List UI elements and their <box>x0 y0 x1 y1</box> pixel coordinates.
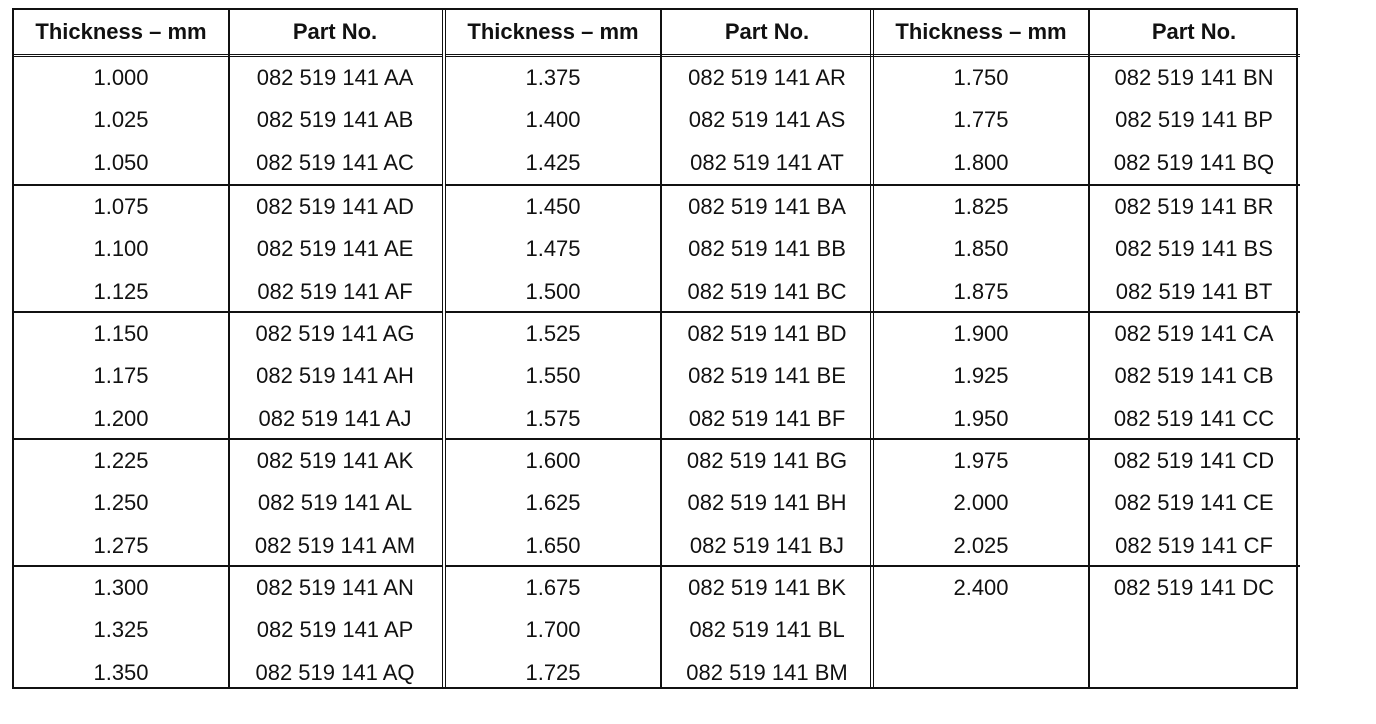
thickness-cell: 1.825 <box>953 194 1009 219</box>
table-row <box>446 313 874 355</box>
thickness-cell: 1.625 <box>525 490 581 516</box>
thickness-cell: 1.975 <box>953 448 1009 473</box>
table-row <box>874 271 1300 313</box>
table-row <box>874 440 1300 482</box>
part-number-cell: 082 519 141 BG <box>686 448 848 473</box>
part-number-cell: 082 519 141 BJ <box>689 532 845 558</box>
table-row <box>446 142 874 184</box>
thickness-cell: 1.125 <box>93 278 149 304</box>
row-group <box>446 57 874 184</box>
table-row <box>14 313 442 355</box>
part-number-cell: 082 519 141 AM <box>254 532 416 558</box>
header-part-number: Part No. <box>1151 19 1237 44</box>
part-number-cell: 082 519 141 BD <box>687 321 847 346</box>
row-group <box>14 311 442 440</box>
table-row <box>446 567 874 609</box>
thickness-cell: 1.850 <box>953 236 1009 262</box>
thickness-cell: 1.150 <box>93 321 149 346</box>
thickness-cell: 1.900 <box>953 321 1009 346</box>
thickness-cell: 1.325 <box>93 617 149 643</box>
row-group <box>874 311 1300 440</box>
thickness-cell: 1.775 <box>953 107 1009 133</box>
thickness-cell: 1.675 <box>525 575 581 600</box>
row-group <box>874 565 1300 694</box>
part-number-cell: 082 519 141 BC <box>687 278 847 304</box>
part-number-cell: 082 519 141 AF <box>257 278 413 304</box>
table-row <box>14 609 442 651</box>
part-number-cell: 082 519 141 CC <box>1113 405 1275 431</box>
part-number-cell: 082 519 141 BB <box>688 236 846 262</box>
row-group <box>874 184 1300 313</box>
thickness-cell: 1.275 <box>93 532 149 558</box>
part-number-cell: 082 519 141 AC <box>256 149 414 175</box>
thickness-cell: 1.575 <box>525 405 581 431</box>
table-row <box>446 482 874 524</box>
table-row <box>14 482 442 524</box>
thickness-cell: 1.450 <box>525 194 581 219</box>
row-group <box>14 565 442 694</box>
thickness-cell: 1.600 <box>525 448 581 473</box>
thickness-cell: 1.250 <box>93 490 149 516</box>
table-row <box>14 142 442 184</box>
thickness-cell: 1.000 <box>93 65 149 90</box>
table-row <box>14 186 442 228</box>
table-row <box>14 525 442 567</box>
part-number-cell: 082 519 141 CF <box>1115 532 1273 558</box>
table-row <box>446 398 874 440</box>
thickness-cell: 1.800 <box>953 149 1009 175</box>
table-row <box>14 355 442 397</box>
table-row <box>874 355 1300 397</box>
part-number-cell: 082 519 141 DC <box>1113 575 1275 600</box>
part-number-cell: 082 519 141 AP <box>256 617 414 643</box>
shim-thickness-table <box>12 8 1298 689</box>
part-number-cell: 082 519 141 AG <box>255 321 415 346</box>
table-row <box>446 609 874 651</box>
part-number-cell: 082 519 141 BH <box>687 490 847 516</box>
thickness-cell: 1.175 <box>93 363 149 389</box>
thickness-cell: 1.225 <box>93 448 149 473</box>
part-number-cell: 082 519 141 BQ <box>1113 149 1275 175</box>
part-number-cell: 082 519 141 BT <box>1115 278 1273 304</box>
part-number-cell: 082 519 141 BS <box>1115 236 1273 262</box>
table-row <box>446 99 874 141</box>
table-row <box>14 57 442 99</box>
part-number-cell: 082 519 141 BE <box>688 363 846 389</box>
thickness-cell: 1.300 <box>93 575 149 600</box>
thickness-cell: 1.100 <box>93 236 149 262</box>
row-group <box>14 57 442 184</box>
header-thickness: Thickness – mm <box>895 19 1067 44</box>
thickness-cell: 1.725 <box>525 659 581 685</box>
part-number-cell: 082 519 141 AS <box>688 107 846 133</box>
header-part-number: Part No. <box>724 19 810 44</box>
table-row <box>874 99 1300 141</box>
thickness-cell: 2.000 <box>953 490 1009 516</box>
thickness-cell: 2.400 <box>953 575 1009 600</box>
thickness-cell: 1.500 <box>525 278 581 304</box>
table-row <box>14 652 442 694</box>
table-row <box>874 228 1300 270</box>
part-number-cell: 082 519 141 BR <box>1114 194 1274 219</box>
part-number-cell: 082 519 141 AD <box>256 194 414 219</box>
row-group <box>446 565 874 694</box>
row-group <box>14 184 442 313</box>
part-number-cell: 082 519 141 CD <box>1113 448 1275 473</box>
table-row <box>446 440 874 482</box>
table-row <box>446 228 874 270</box>
part-number-cell: 082 519 141 BL <box>689 617 845 643</box>
row-group <box>874 57 1300 184</box>
table-row <box>874 186 1300 228</box>
table-row <box>874 567 1300 609</box>
row-group <box>446 438 874 567</box>
table-row <box>446 652 874 694</box>
thickness-cell: 1.650 <box>525 532 581 558</box>
table-block <box>870 10 1300 687</box>
part-number-cell: 082 519 141 AK <box>256 448 414 473</box>
part-number-cell: 082 519 141 BN <box>1114 65 1274 90</box>
header-part-number: Part No. <box>292 19 378 44</box>
part-number-cell: 082 519 141 CE <box>1114 490 1274 516</box>
thickness-cell: 2.025 <box>953 532 1009 558</box>
thickness-cell: 1.025 <box>93 107 149 133</box>
thickness-cell: 1.375 <box>525 65 581 90</box>
row-group <box>446 311 874 440</box>
table-row <box>446 355 874 397</box>
thickness-cell: 1.875 <box>953 278 1009 304</box>
table-row <box>14 398 442 440</box>
table-row <box>874 313 1300 355</box>
part-number-cell: 082 519 141 AH <box>256 363 414 389</box>
table-row <box>874 142 1300 184</box>
thickness-cell: 1.400 <box>525 107 581 133</box>
part-number-cell: 082 519 141 AA <box>256 65 414 90</box>
table-header <box>874 10 1300 57</box>
part-number-cell: 082 519 141 BK <box>688 575 846 600</box>
row-group <box>874 438 1300 567</box>
part-number-cell: 082 519 141 AN <box>256 575 414 600</box>
row-group <box>446 184 874 313</box>
table-row <box>446 271 874 313</box>
table-block <box>14 10 442 687</box>
table-row <box>14 567 442 609</box>
table-row <box>446 186 874 228</box>
row-group <box>14 438 442 567</box>
thickness-cell: 1.475 <box>525 236 581 262</box>
table-row <box>446 57 874 99</box>
part-number-cell: 082 519 141 AE <box>256 236 414 262</box>
part-number-cell: 082 519 141 CB <box>1114 363 1274 389</box>
thickness-cell: 1.700 <box>525 617 581 643</box>
part-number-cell: 082 519 141 BP <box>1115 107 1273 133</box>
table-body <box>874 57 1300 687</box>
part-number-cell: 082 519 141 AQ <box>255 659 415 685</box>
table-body <box>446 57 874 687</box>
thickness-cell: 1.350 <box>93 659 149 685</box>
thickness-cell: 1.525 <box>525 321 581 346</box>
part-number-cell: 082 519 141 AL <box>257 490 413 516</box>
thickness-cell: 1.425 <box>525 149 581 175</box>
table-body <box>14 57 442 687</box>
part-number-cell: 082 519 141 AJ <box>258 405 412 431</box>
table-block <box>442 10 874 687</box>
table-row <box>14 228 442 270</box>
thickness-cell: 1.050 <box>93 149 149 175</box>
thickness-cell: 1.950 <box>953 405 1009 431</box>
thickness-cell: 1.750 <box>953 65 1009 90</box>
part-number-cell: 082 519 141 AB <box>256 107 414 133</box>
part-number-cell: 082 519 141 BA <box>688 194 846 219</box>
table-row <box>14 271 442 313</box>
part-number-cell: 082 519 141 BM <box>686 659 848 685</box>
part-number-cell: 082 519 141 AR <box>688 65 846 90</box>
table-row <box>874 398 1300 440</box>
table-row <box>14 440 442 482</box>
part-number-cell: 082 519 141 BF <box>688 405 846 431</box>
part-number-cell: 082 519 141 CA <box>1114 321 1274 346</box>
header-thickness: Thickness – mm <box>35 19 207 44</box>
thickness-cell: 1.925 <box>953 363 1009 389</box>
thickness-cell: 1.200 <box>93 405 149 431</box>
table-row <box>874 525 1300 567</box>
thickness-cell: 1.550 <box>525 363 581 389</box>
part-number-cell: 082 519 141 AT <box>690 149 844 175</box>
thickness-cell: 1.075 <box>93 194 149 219</box>
table-row <box>14 99 442 141</box>
table-row <box>874 482 1300 524</box>
table-row <box>446 525 874 567</box>
header-thickness: Thickness – mm <box>467 19 639 44</box>
table-row <box>874 57 1300 99</box>
